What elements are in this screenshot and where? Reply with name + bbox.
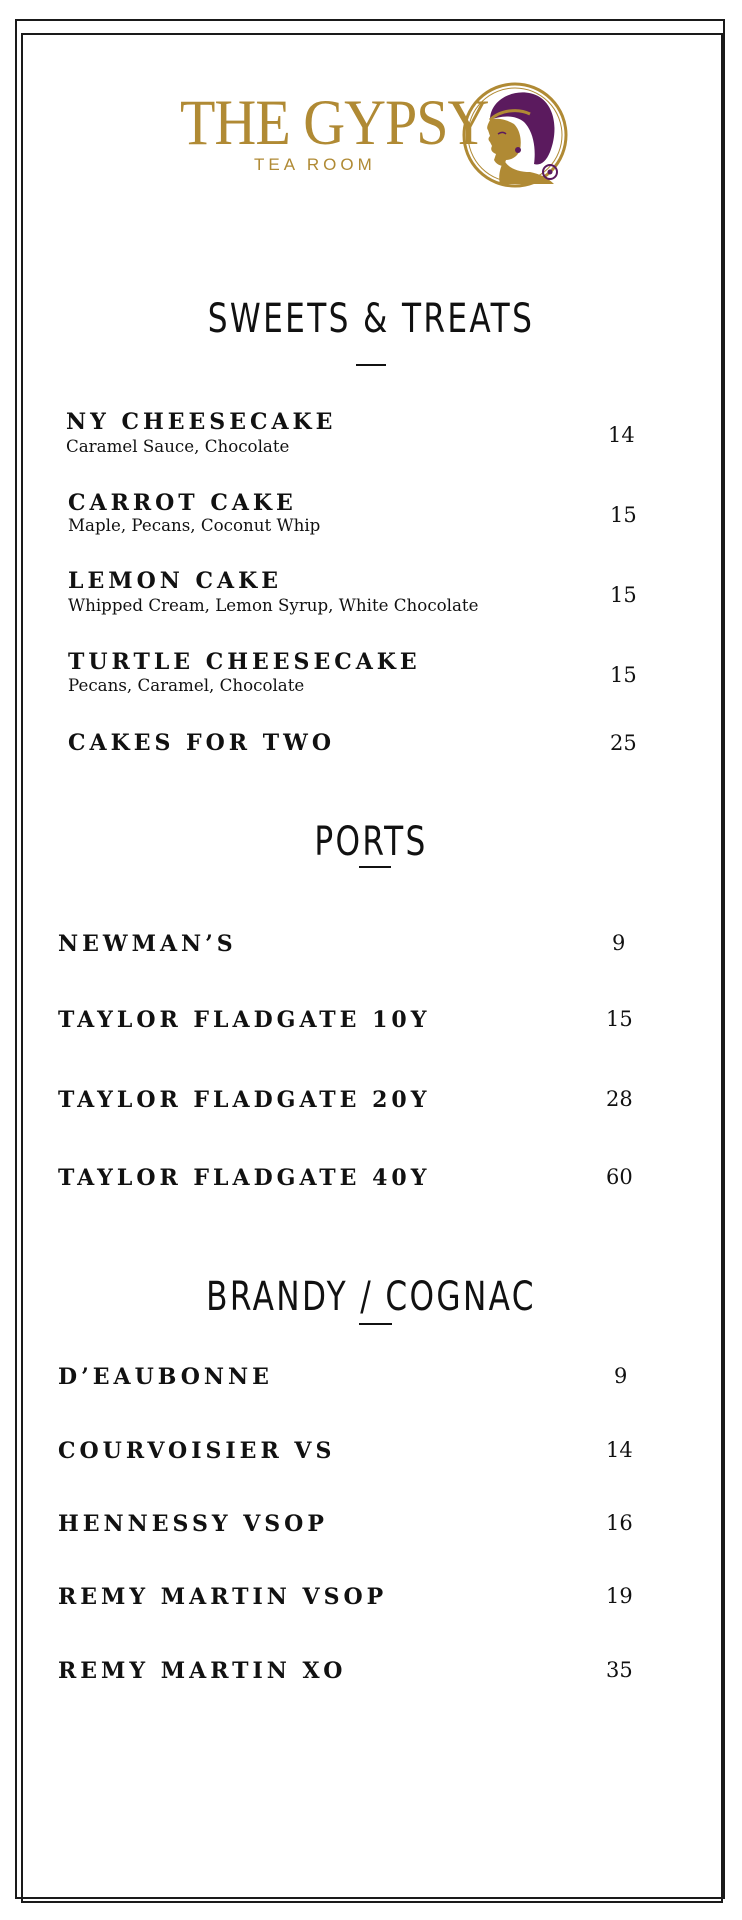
section-title-ports: PORTS xyxy=(314,819,428,865)
section-divider xyxy=(359,866,391,868)
item-price-hennessy-vsop: 16 xyxy=(606,1511,633,1535)
section-title-brandy-cognac: BRANDY / COGNAC xyxy=(206,1274,536,1320)
item-price-deaubonne: 9 xyxy=(614,1364,628,1388)
item-price-courvoisier-vs: 14 xyxy=(606,1438,633,1462)
item-price-newmans: 9 xyxy=(612,931,626,955)
section-divider xyxy=(356,364,386,366)
section-divider xyxy=(359,1323,392,1325)
item-price-ny-cheesecake: 14 xyxy=(608,423,635,447)
item-name-remy-martin-xo: REMY MARTIN XO xyxy=(58,1658,347,1684)
item-name-hennessy-vsop: HENNESSY VSOP xyxy=(58,1511,328,1537)
section-title-sweets: SWEETS & TREATS xyxy=(207,296,535,342)
item-name-cakes-for-two: CAKES FOR TWO xyxy=(68,730,335,756)
item-name-carrot-cake: CARROT CAKE xyxy=(68,490,297,516)
logo xyxy=(180,80,570,192)
item-name-newmans: NEWMAN’S xyxy=(58,931,237,957)
item-name-taylor-fladgate-40y: TAYLOR FLADGATE 40Y xyxy=(58,1165,431,1191)
logo-title: THE GYPSY xyxy=(180,85,489,159)
item-name-turtle-cheesecake: TURTLE CHEESECAKE xyxy=(68,649,421,675)
item-price-lemon-cake: 15 xyxy=(610,583,637,607)
item-name-ny-cheesecake: NY CHEESECAKE xyxy=(66,409,337,435)
item-price-taylor-fladgate-10y: 15 xyxy=(606,1007,633,1031)
item-description-ny-cheesecake: Caramel Sauce, Chocolate xyxy=(66,437,290,457)
item-price-remy-martin-vsop: 19 xyxy=(606,1584,633,1608)
item-price-taylor-fladgate-20y: 28 xyxy=(606,1087,633,1111)
item-price-turtle-cheesecake: 15 xyxy=(610,663,637,687)
item-description-turtle-cheesecake: Pecans, Caramel, Chocolate xyxy=(68,676,305,696)
item-price-cakes-for-two: 25 xyxy=(610,731,637,755)
item-name-deaubonne: D’EAUBONNE xyxy=(58,1364,273,1390)
woman-portrait-icon xyxy=(460,80,570,190)
item-price-remy-martin-xo: 35 xyxy=(606,1658,633,1682)
item-price-taylor-fladgate-40y: 60 xyxy=(606,1165,633,1189)
item-name-remy-martin-vsop: REMY MARTIN VSOP xyxy=(58,1584,388,1610)
item-name-taylor-fladgate-20y: TAYLOR FLADGATE 20Y xyxy=(58,1087,431,1113)
item-name-courvoisier-vs: COURVOISIER VS xyxy=(58,1438,336,1464)
item-name-taylor-fladgate-10y: TAYLOR FLADGATE 10Y xyxy=(58,1007,431,1033)
item-name-lemon-cake: LEMON CAKE xyxy=(68,568,282,594)
item-price-carrot-cake: 15 xyxy=(610,503,637,527)
item-description-carrot-cake: Maple, Pecans, Coconut Whip xyxy=(68,516,321,536)
item-description-lemon-cake: Whipped Cream, Lemon Syrup, White Chocolate xyxy=(68,596,479,616)
logo-subtitle: TEA ROOM xyxy=(254,155,376,174)
